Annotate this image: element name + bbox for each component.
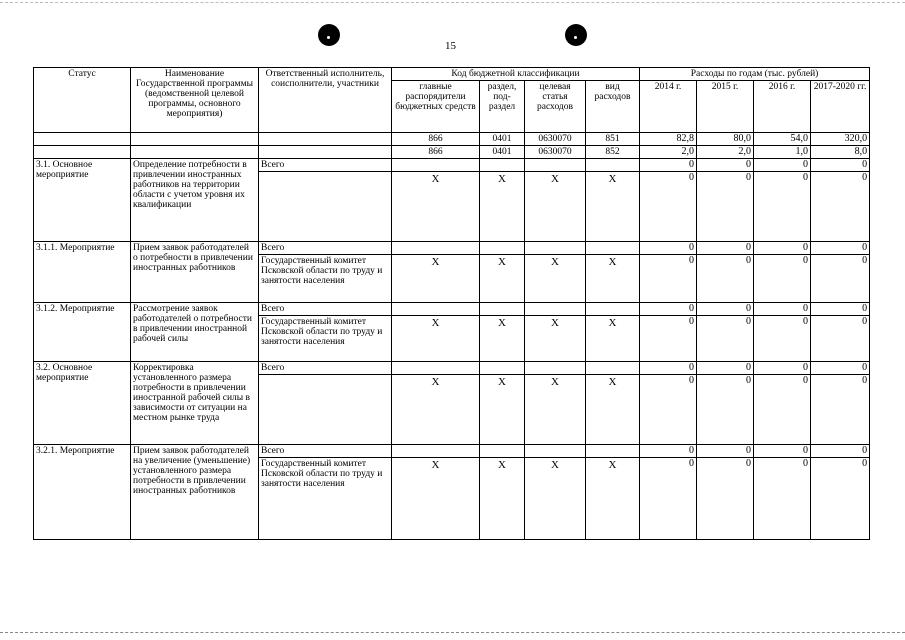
code-cell: Х	[525, 375, 586, 445]
value-cell: 0	[640, 159, 697, 172]
total-label: Всего	[259, 362, 392, 375]
header-expenses-group: Расходы по годам (тыс. рублей)	[640, 68, 870, 81]
code-cell: 0630070	[525, 146, 586, 159]
punch-hole-left	[318, 24, 340, 46]
header-code-col: главные распорядители бюджетных средств	[392, 81, 480, 133]
punch-hole-right	[565, 24, 587, 46]
value-cell: 82,8	[640, 133, 697, 146]
table-row-total	[34, 303, 870, 316]
code-cell: Х	[525, 316, 586, 362]
code-cell: Х	[480, 172, 525, 242]
code-cell: Х	[480, 255, 525, 303]
header-year-col: 2014 г.	[640, 81, 697, 133]
code-cell: 0630070	[525, 133, 586, 146]
value-cell: 0	[811, 445, 870, 458]
value-cell: 0	[754, 458, 811, 540]
code-cell: 851	[586, 133, 640, 146]
code-cell: 866	[392, 146, 480, 159]
table-row	[34, 133, 870, 146]
total-label: Всего	[259, 303, 392, 316]
table-row-total	[34, 159, 870, 172]
value-cell: 0	[640, 242, 697, 255]
total-label: Всего	[259, 159, 392, 172]
code-cell: Х	[480, 458, 525, 540]
header-code-col: раздел, под-раздел	[480, 81, 525, 133]
value-cell: 0	[640, 316, 697, 362]
value-cell: 0	[811, 375, 870, 445]
value-cell: 54,0	[754, 133, 811, 146]
executor-cell: Государственный комитет Псковской области по труду и занятости населения	[259, 316, 392, 362]
value-cell: 0	[697, 159, 754, 172]
executor-cell: Государственный комитет Псковской области по труду и занятости населения	[259, 458, 392, 540]
value-cell: 0	[697, 255, 754, 303]
table-row-total	[34, 362, 870, 375]
page-number: 15	[445, 40, 456, 52]
value-cell: 0	[754, 159, 811, 172]
value-cell: 0	[640, 255, 697, 303]
value-cell: 0	[754, 375, 811, 445]
header-year-col: 2015 г.	[697, 81, 754, 133]
value-cell: 0	[811, 242, 870, 255]
code-cell: Х	[392, 375, 480, 445]
table-row-total	[34, 445, 870, 458]
value-cell: 0	[640, 458, 697, 540]
table-row	[34, 146, 870, 159]
value-cell: 0	[811, 172, 870, 242]
code-cell: 0401	[480, 146, 525, 159]
code-cell: Х	[525, 172, 586, 242]
budget-table	[33, 67, 870, 540]
name-cell: Рассмотрение заявок работодателей о потребности в привлечении иностранной рабочей силы	[131, 303, 259, 362]
code-cell: Х	[392, 255, 480, 303]
value-cell: 0	[754, 172, 811, 242]
value-cell: 0	[640, 445, 697, 458]
code-cell: Х	[586, 255, 640, 303]
value-cell: 0	[811, 303, 870, 316]
value-cell: 0	[811, 458, 870, 540]
status-cell: 3.1.1. Мероприятие	[34, 242, 131, 303]
scan-edge-bottom	[0, 632, 905, 633]
value-cell: 0	[697, 242, 754, 255]
code-cell: Х	[586, 316, 640, 362]
value-cell: 0	[697, 375, 754, 445]
status-cell: 3.2. Основное мероприятие	[34, 362, 131, 445]
code-cell: Х	[392, 172, 480, 242]
status-cell: 3.2.1. Мероприятие	[34, 445, 131, 540]
header-responsible: Ответственный исполнитель, соисполнители, участники	[259, 68, 392, 133]
value-cell: 0	[697, 445, 754, 458]
value-cell: 0	[754, 242, 811, 255]
value-cell: 80,0	[697, 133, 754, 146]
value-cell: 1,0	[754, 146, 811, 159]
status-cell: 3.1.2. Мероприятие	[34, 303, 131, 362]
code-cell: 0401	[480, 133, 525, 146]
table-row-total	[34, 242, 870, 255]
code-cell: Х	[586, 458, 640, 540]
code-cell: Х	[586, 172, 640, 242]
header-name: Наименование Государственной программы (ведомственной целевой программы, основного мероприятия)	[131, 68, 259, 133]
value-cell: 0	[697, 458, 754, 540]
value-cell: 8,0	[811, 146, 870, 159]
executor-cell: Государственный комитет Псковской области по труду и занятости населения	[259, 255, 392, 303]
code-cell: Х	[525, 458, 586, 540]
value-cell: 0	[754, 255, 811, 303]
name-cell: Определение потребности в привлечении иностранных работников на территории области с учетом уровня их квалификации	[131, 159, 259, 242]
header-code-group: Код бюджетной классификации	[392, 68, 640, 81]
name-cell: Корректировка установленного размера потребности в привлечении иностранной рабочей силы в зависимости от ситуации на местном рынке труда	[131, 362, 259, 445]
value-cell: 2,0	[640, 146, 697, 159]
status-cell: 3.1. Основное мероприятие	[34, 159, 131, 242]
scan-edge-top	[0, 2, 905, 3]
value-cell: 0	[811, 159, 870, 172]
header-code-col: целевая статья расходов	[525, 81, 586, 133]
total-label: Всего	[259, 242, 392, 255]
value-cell: 0	[697, 303, 754, 316]
header-year-col: 2016 г.	[754, 81, 811, 133]
value-cell: 0	[697, 172, 754, 242]
code-cell: 866	[392, 133, 480, 146]
value-cell: 320,0	[811, 133, 870, 146]
code-cell: Х	[480, 316, 525, 362]
header-status: Статус	[34, 68, 131, 133]
name-cell: Прием заявок работодателей о потребности в привлечении иностранных работников	[131, 242, 259, 303]
value-cell: 0	[754, 303, 811, 316]
value-cell: 0	[640, 303, 697, 316]
value-cell: 0	[811, 362, 870, 375]
value-cell: 0	[640, 375, 697, 445]
value-cell: 0	[754, 445, 811, 458]
header-year-col: 2017-2020 гг.	[811, 81, 870, 133]
value-cell: 0	[640, 172, 697, 242]
code-cell: Х	[586, 375, 640, 445]
table-header	[34, 68, 870, 133]
value-cell: 0	[754, 316, 811, 362]
value-cell: 0	[697, 362, 754, 375]
code-cell: Х	[480, 375, 525, 445]
value-cell: 0	[811, 316, 870, 362]
header-code-col: вид расходов	[586, 81, 640, 133]
value-cell: 0	[697, 316, 754, 362]
value-cell: 2,0	[697, 146, 754, 159]
name-cell: Прием заявок работодателей на увеличение (уменьшение) установленного размера потребности в привлечении иностранных работников	[131, 445, 259, 540]
value-cell: 0	[640, 362, 697, 375]
value-cell: 0	[811, 255, 870, 303]
code-cell: Х	[392, 316, 480, 362]
total-label: Всего	[259, 445, 392, 458]
executor-cell	[259, 375, 392, 445]
executor-cell	[259, 172, 392, 242]
value-cell: 0	[754, 362, 811, 375]
code-cell: 852	[586, 146, 640, 159]
code-cell: Х	[525, 255, 586, 303]
code-cell: Х	[392, 458, 480, 540]
